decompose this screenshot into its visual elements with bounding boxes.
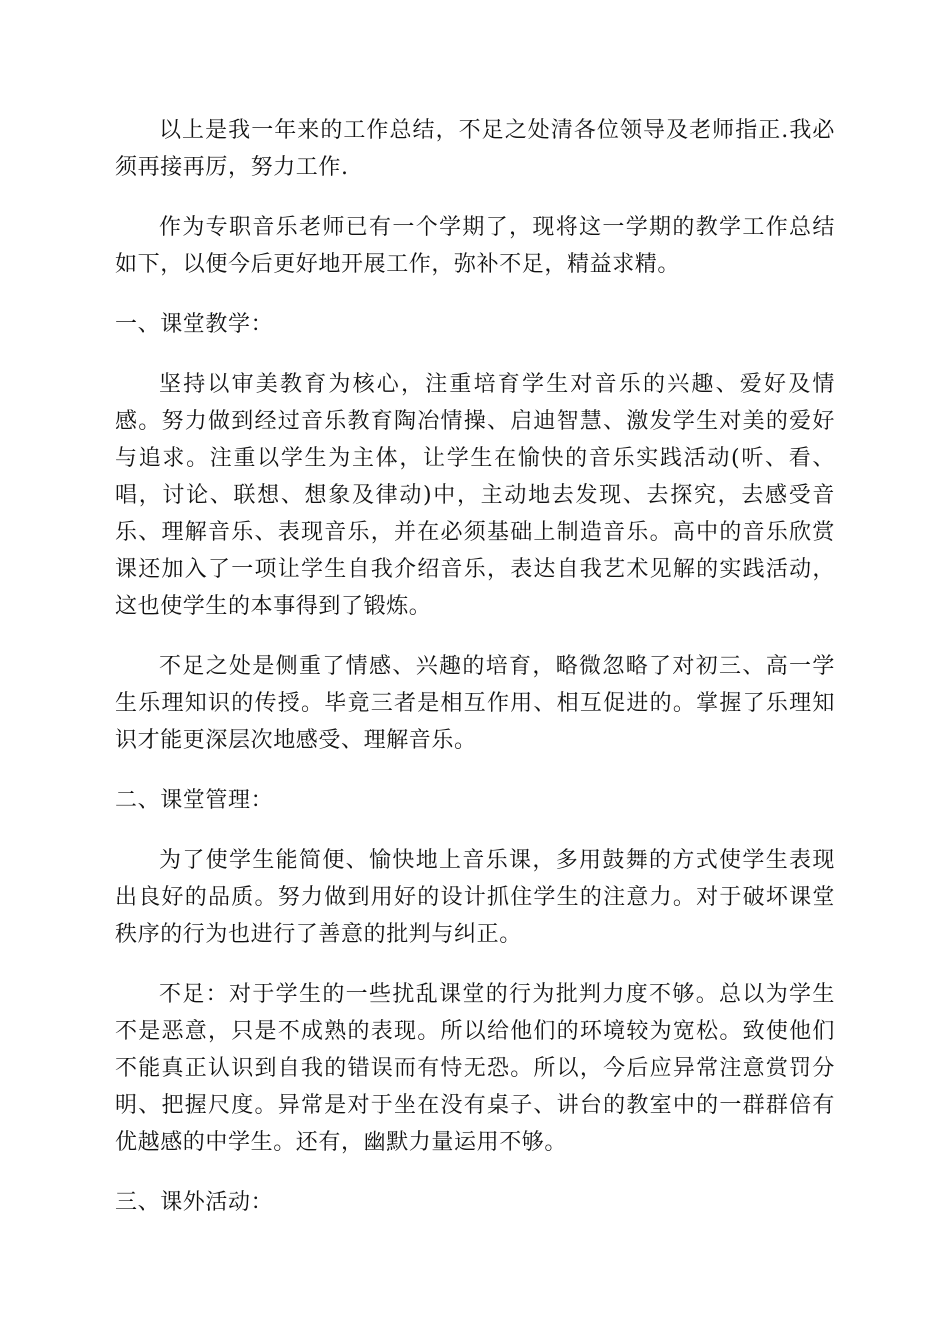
section-heading-classroom-management: 二、课堂管理： xyxy=(115,788,274,813)
paragraph-closing-remarks: 以上是我一年来的工作总结，不足之处清各位领导及老师指正.我必须再接再厉，努力工作. xyxy=(115,118,835,180)
paragraph-introduction: 作为专职音乐老师已有一个学期了，现将这一学期的教学工作总结如下，以便今后更好地开展工作，弥补不足，精益求精。 xyxy=(115,215,835,277)
section-heading-extracurricular: 三、课外活动： xyxy=(115,1190,274,1215)
section-heading-classroom-teaching: 一、课堂教学： xyxy=(115,312,274,337)
paragraph-teaching-approach: 坚持以审美教育为核心，注重培育学生对音乐的兴趣、爱好及情感。努力做到经过音乐教育陶冶情操、启迪智慧、激发学生对美的爱好与追求。注重以学生为主体，让学生在愉快的音乐实践活动(听、看、唱，讨论、联想、想象及律动)中，主动地去发现、去探究，去感受音乐、理解音乐、表现音乐，并在必须基础上制造音乐。高中的音乐欣赏课还加入了一项让学生自我介绍音乐，表达自我艺术见解的实践活动，这也使学生的本事得到了锻炼。 xyxy=(115,372,835,619)
paragraph-teaching-shortcomings: 不足之处是侧重了情感、兴趣的培育，略微忽略了对初三、高一学生乐理知识的传授。毕竟三者是相互作用、相互促进的。掌握了乐理知识才能更深层次地感受、理解音乐。 xyxy=(115,654,835,753)
paragraph-management-shortcomings: 不足：对于学生的一些扰乱课堂的行为批判力度不够。总以为学生不是恶意，只是不成熟的表现。所以给他们的环境较为宽松。致使他们不能真正认识到自我的错误而有恃无恐。所以，今后应异常注意赏罚分明、把握尺度。异常是对于坐在没有桌子、讲台的教室中的一群群倍有优越感的中学生。还有，幽默力量运用不够。 xyxy=(115,982,835,1155)
document-body xyxy=(115,112,835,1244)
paragraph-management-approach: 为了使学生能简便、愉快地上音乐课，多用鼓舞的方式使学生表现出良好的品质。努力做到用好的设计抓住学生的注意力。对于破坏课堂秩序的行为也进行了善意的批判与纠正。 xyxy=(115,848,835,947)
